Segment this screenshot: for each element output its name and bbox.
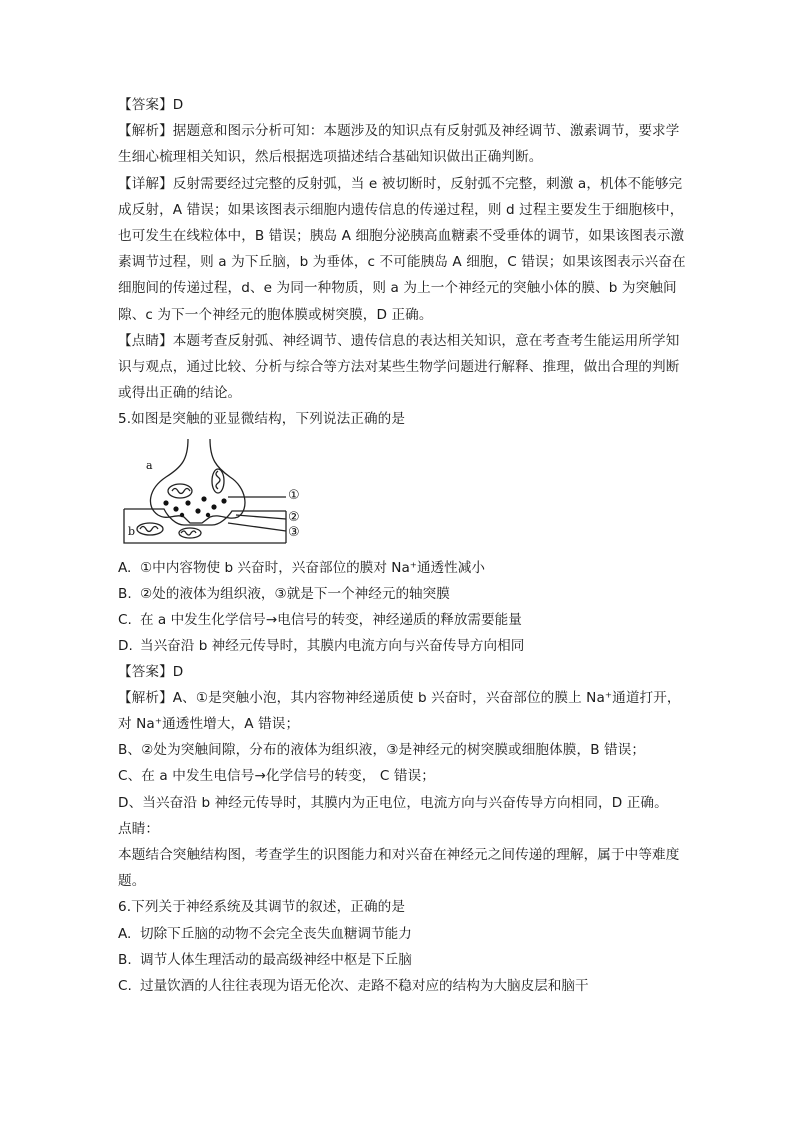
q5-option-b: B. ②处的液体为组织液，③就是下一个神经元的轴突膜 bbox=[118, 585, 450, 602]
q5-analysis-a: 【解析】A、①是突触小泡，其内容物神经递质使 b 兴奋时，兴奋部位的膜上 Na⁺通道打开，对 Na⁺通透性增大，A 错误； bbox=[118, 689, 681, 733]
q4-analysis: 【解析】据题意和图示分析可知：本题涉及的知识点有反射弧及神经调节、激素调节，要求学生细心梳理相关知识，然后根据选项描述结合基础知识做出正确判断。 bbox=[118, 123, 680, 166]
q5-stem: 5.如图是突触的亚显微结构，下列说法正确的是 bbox=[118, 411, 406, 428]
q5-analysis-d: D、当兴奋沿 b 神经元传导时，其膜内为正电位，电流方向与兴奋传导方向相同，D 正确。 bbox=[118, 794, 668, 811]
q4-answer: 【答案】D bbox=[118, 97, 184, 113]
q5-comment: 本题结合突触结构图，考查学生的识图能力和对兴奋在神经元之间传递的理解，属于中等难度题。 bbox=[118, 847, 680, 890]
q5-analysis-c: C、在 a 中发生电信号→化学信号的转变， C 错误； bbox=[118, 768, 435, 785]
q5-option-a: A. ①中内容物使 b 兴奋时，兴奋部位的膜对 Na⁺通透性减小 bbox=[118, 559, 485, 576]
document-page bbox=[118, 92, 690, 999]
q4-detail: 【详解】反射需要经过完整的反射弧，当 e 被切断时，反射弧不完整，刺激 a，机体不能够完成反射，A 错误；如果该图表示细胞内遗传信息的传递过程，则 d 过程主要发生于细胞核中，也可发生在线粒体中，B 错误；胰岛 A 细胞分泌胰高血糖素不受垂体的调节，如果该图表示激素调节过程，则 a 为下丘脑，b 为垂体，c 不可能胰岛 A 细胞，C 错误；如果该图表示兴奋在细胞间的传递过程，d、e 为同一种物质，则 a 为上一个神经元的突触小体的膜、b 为突触间隙、c 为下一个神经元的胞体膜或树突膜，D 正确。 bbox=[118, 175, 686, 323]
marker-2: ② bbox=[288, 509, 300, 525]
q6-option-c: C. 过量饮酒的人往往表现为语无伦次、走路不稳对应的结构为大脑皮层和脑干 bbox=[118, 977, 589, 994]
marker-3: ③ bbox=[288, 524, 300, 540]
q5-answer: 【答案】D bbox=[118, 663, 184, 680]
q4-comment: 【点睛】本题考查反射弧、神经调节、遗传信息的表达相关知识，意在考查考生能运用所学知识与观点，通过比较、分析与综合等方法对某些生物学问题进行解释、推理，做出合理的判断或得出正确的结论。 bbox=[118, 332, 680, 402]
label-b: b bbox=[128, 524, 136, 538]
marker-1: ① bbox=[288, 487, 300, 503]
q5-analysis-b: B、②处为突触间隙，分布的液体为组织液，③是神经元的树突膜或细胞体膜，B 错误； bbox=[118, 742, 646, 759]
q5-comment-label: 点睛： bbox=[118, 820, 160, 837]
label-a: a bbox=[146, 458, 153, 472]
q6-option-b: B. 调节人体生理活动的最高级神经中枢是下丘脑 bbox=[118, 951, 412, 968]
q6-option-a: A. 切除下丘脑的动物不会完全丧失血糖调节能力 bbox=[118, 925, 412, 942]
q6-stem: 6.下列关于神经系统及其调节的叙述，正确的是 bbox=[118, 899, 406, 916]
q5-option-c: C. 在 a 中发生化学信号→电信号的转变，神经递质的释放需要能量 bbox=[118, 611, 522, 628]
q5-option-d: D. 当兴奋沿 b 神经元传导时，其膜内电流方向与兴奋传导方向相同 bbox=[118, 637, 525, 654]
synapse-figure bbox=[118, 437, 318, 549]
